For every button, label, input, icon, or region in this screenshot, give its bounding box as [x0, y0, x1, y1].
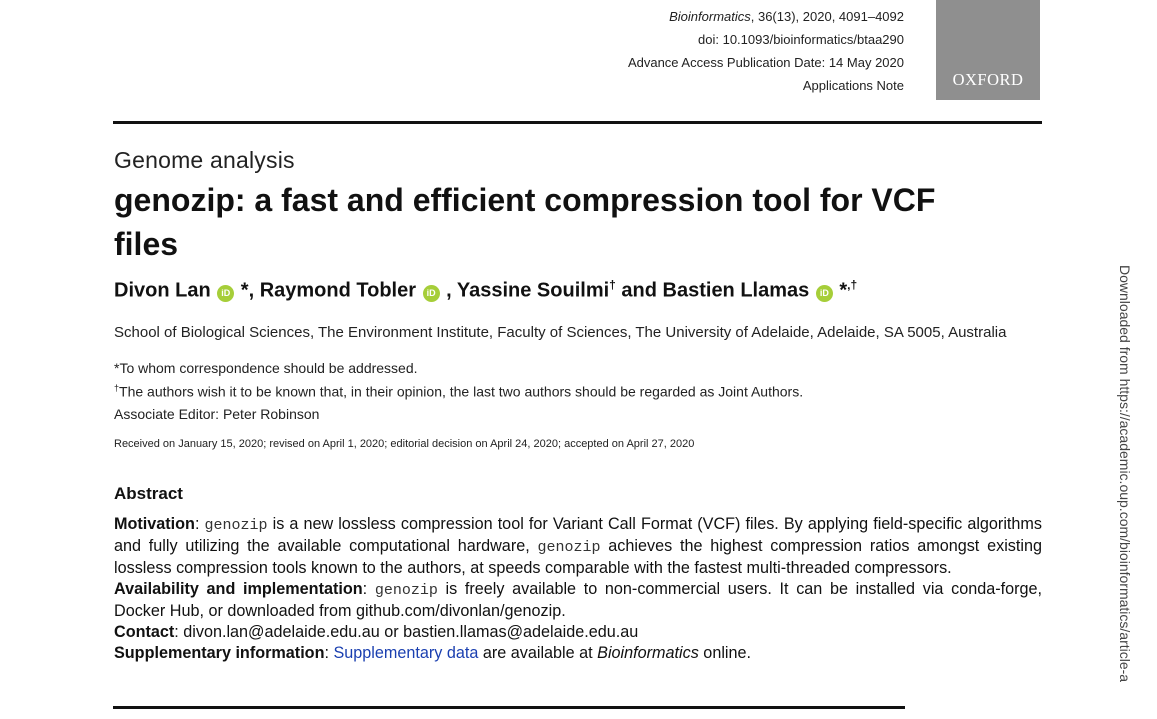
author-mark: *, — [235, 279, 260, 302]
supplementary-label: Supplementary information — [114, 644, 325, 662]
orcid-icon[interactable]: iD — [816, 285, 833, 302]
author-name[interactable]: Bastien Llamas — [662, 279, 810, 302]
doi[interactable]: doi: 10.1093/bioinformatics/btaa290 — [698, 32, 904, 47]
label-colon: : — [324, 644, 329, 662]
abstract-availability — [114, 579, 1042, 622]
supplementary-mid: are available at — [478, 644, 598, 662]
author-list — [114, 278, 857, 303]
publisher-logo-text: OXFORD — [952, 70, 1024, 89]
publication-history: Received on January 15, 2020; revised on April 1, 2020; editorial decision on April 24, 2020; accepted on April 27, 2020 — [114, 438, 695, 450]
supplementary-end: online. — [698, 644, 752, 662]
abstract-supplementary — [114, 643, 1042, 664]
supplementary-journal: Bioinformatics — [597, 644, 699, 662]
tool-name: genozip — [537, 539, 601, 556]
label-colon: : — [362, 580, 368, 598]
availability-text: is freely available to non-commercial users. It can be installed via conda-forge, Docker Hub, or downloaded from github.com/divonlan/genozip. — [114, 580, 1042, 620]
author-name[interactable]: Raymond Tobler — [259, 279, 416, 302]
author-name[interactable]: Yassine Souilmi — [456, 279, 610, 302]
author-mark: * — [833, 279, 848, 302]
correspondence-note: *To whom correspondence should be addressed. — [114, 360, 418, 376]
motivation-text-1: is a new lossless compression tool for Variant Call Format (VCF) files. By applying field-specific algorithms and fully utilizing the available computational hardware, — [114, 515, 1042, 555]
article-type: Applications Note — [802, 78, 904, 93]
citation-details: , 36(13), 2020, 4091–4092 — [750, 9, 904, 24]
motivation-label: Motivation — [114, 515, 195, 533]
joint-author-mark: ,† — [847, 278, 858, 292]
header-rule — [113, 121, 1042, 124]
motivation-text-2: achieves the highest compression ratios amongst existing lossless compression tools known to the authors, at speeds comparable with the fastest multi-threaded compressors. — [114, 537, 1042, 577]
label-colon: : — [194, 515, 200, 533]
author-join: and — [615, 279, 663, 302]
author-name[interactable]: Divon Lan — [114, 279, 211, 302]
section-label: Genome analysis — [114, 147, 295, 173]
abstract-body — [114, 514, 1042, 664]
orcid-icon[interactable]: iD — [217, 285, 234, 302]
advance-access-date: Advance Access Publication Date: 14 May 2020 — [627, 55, 904, 70]
label-colon: : — [174, 623, 179, 641]
supplementary-data-link[interactable]: Supplementary data — [333, 644, 479, 662]
abstract-contact — [114, 622, 1042, 643]
abstract-rule — [113, 706, 905, 709]
abstract-heading: Abstract — [114, 484, 183, 503]
contact-label: Contact — [114, 623, 175, 641]
author-mark: , — [440, 279, 457, 302]
contact-emails[interactable]: divon.lan@adelaide.edu.au or bastien.llamas@adelaide.edu.au — [178, 623, 639, 641]
orcid-icon[interactable]: iD — [423, 285, 440, 302]
affiliation: School of Biological Sciences, The Environment Institute, Faculty of Sciences, The University of Adelaide, Adelaide, SA 5005, Australia — [114, 324, 1007, 341]
abstract-motivation — [114, 514, 1042, 579]
journal-name: Bioinformatics — [669, 9, 751, 24]
article-title: genozip: a fast and efficient compression tool for VCF files — [114, 182, 936, 262]
joint-authors-note — [114, 383, 803, 400]
citation-line — [669, 5, 904, 28]
publisher-logo[interactable] — [936, 0, 1040, 100]
joint-author-mark: † — [609, 278, 616, 292]
download-watermark: Downloaded from https://academic.oup.com/bioinformatics/article-a — [1117, 265, 1133, 683]
joint-note-mark: † — [114, 383, 120, 393]
joint-note-text: The authors wish it to be known that, in their opinion, the last two authors should be regarded as Joint Authors. — [119, 383, 804, 400]
associate-editor: Associate Editor: Peter Robinson — [114, 406, 320, 422]
tool-name: genozip — [374, 582, 438, 599]
tool-name: genozip — [204, 517, 268, 534]
availability-label: Availability and implementation — [114, 580, 363, 598]
